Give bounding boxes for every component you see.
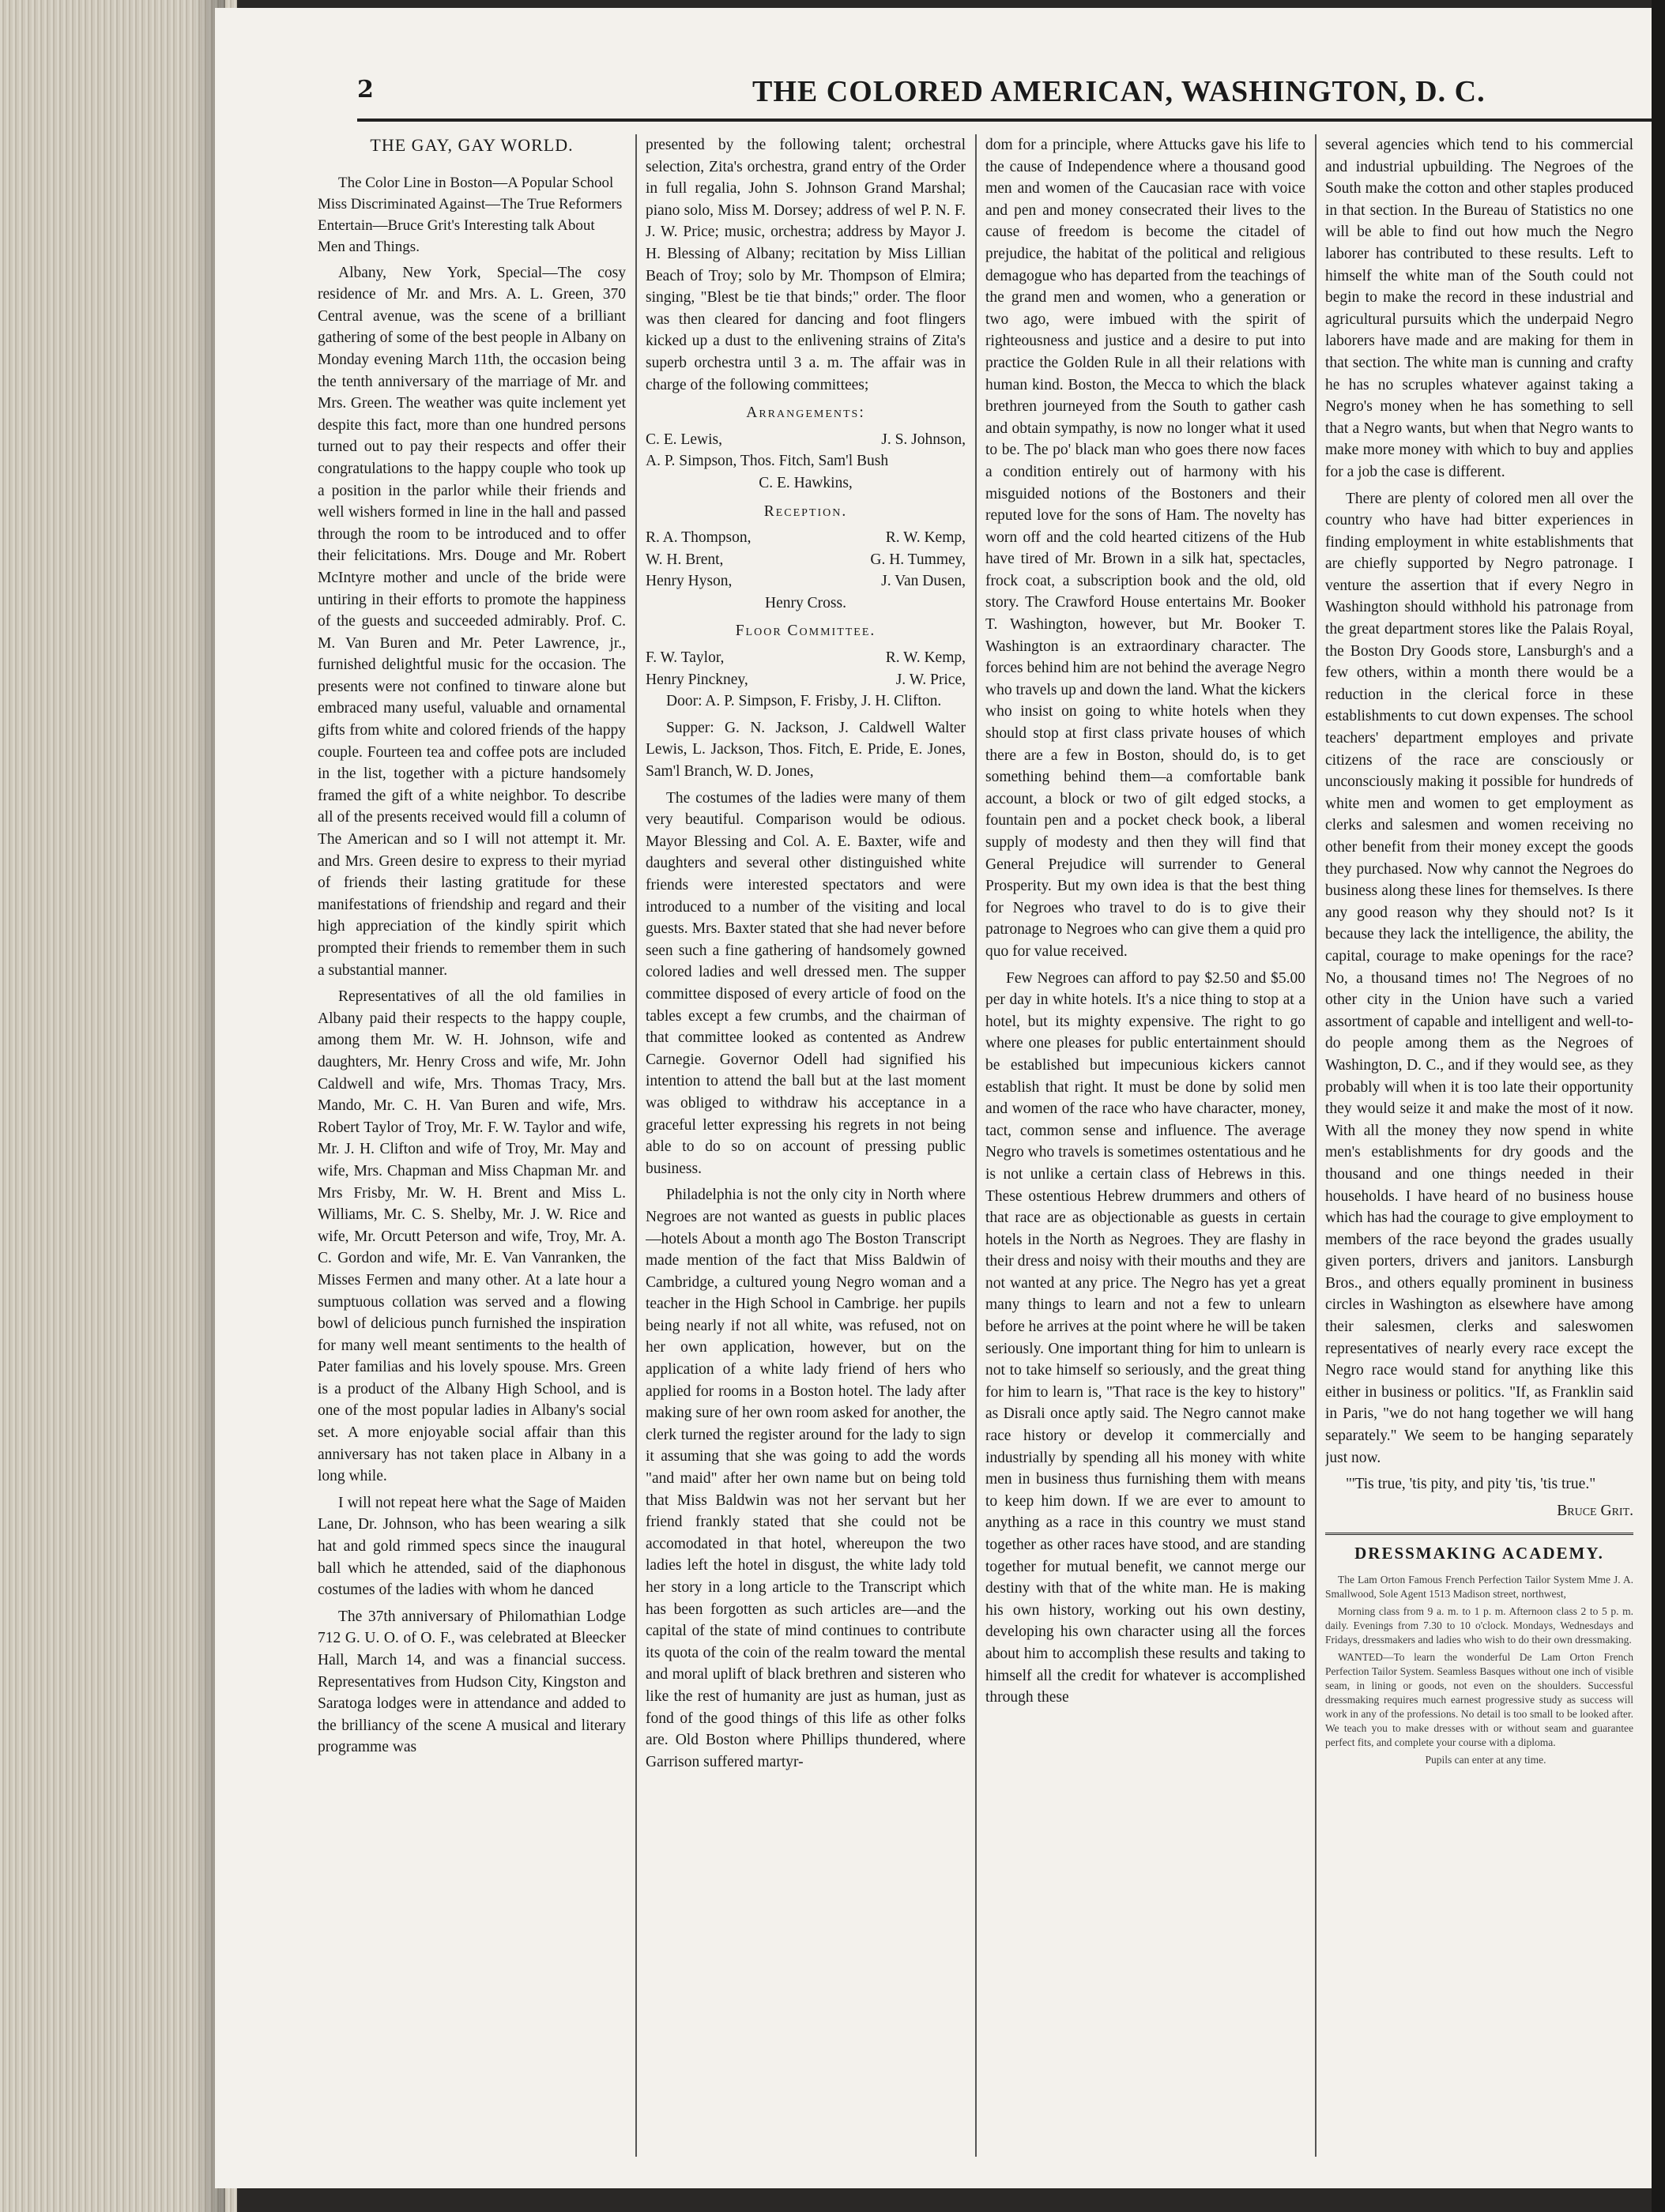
paragraph: Representatives of all the old families in Albany paid their respects to the happy couple, among them Mr. W. H. Johnson, wife and daughters, Mr. Henry Cross and wife, Mr. John Caldwell and wife, Mrs. Thomas Tracy, Mrs. Mando, Mr. C. H. Van Buren and wife, Mrs. Robert Taylor of Troy, Mr. F. W. Taylor and wife, Mr. J. H. Clifton and wife of Troy, Mr. May and wife, Mrs. Chapman and Miss Chapman Mr. and Mrs Frisby, Mr. W. H. Brent and Miss L. Williams, Mr. C. S. Shelby, Mr. J. W. Rice and wife, Mr. Orcutt Peterson and wife, Troy, Mr. A. C. Gordon and wife, Mr. E. Van Vanranken, the Misses Fermen and many other. At a late hour a sumptuous collation was served and a flowing bowl of delicious punch furnished the inspiration for many well meant sentiments to the health of Pater familias and his lovely spouse. Mrs. Green is a product of the Albany High School, and is one of the most popular ladies in Albany's social set. A more enjoyable social affair than this anniversary has not taken place in Albany in a long while. xyxy=(318,988,626,1485)
committee-name: C. E. Lewis, xyxy=(646,431,722,448)
paragraph: Philadelphia is not the only city in North where Negroes are not wanted as guests in public places—hotels About a month ago The Boston Transcript made mention of the fact that Miss Baldwin of Cambridge, a cultured young Negro woman and a teacher in the High School in Cambrige. her pupils being nearly if not all white, was refused, not on her own application, however, but on the application of a white lady friend of hers who applied for rooms in a Boston hotel. The lady after making sure of her own room asked for another, the clerk turned the register around for the lady to sign it assuming that she was going to add the words "and maid" after her own name but on being told that Miss Baldwin was not her servant but her friend frankly stated that she could not be accomodated in that hotel, whereupon the two ladies left the hotel in disgust, the white lady told her story in a long article to the Transcript which has been forgotten as such articles are—and the capital of the state of mind continues to contribute its quota of the coin of the realm toward the mental and moral uplift of black brethren and sisteren who like the rest of humanity are just as human, just as fond of the good things of this life as other folks are. Old Boston where Phillips thundered, where Garrison suffered martyr- xyxy=(646,1187,966,1770)
ad-paragraph: Morning class from 9 a. m. to 1 p. m. Afternoon class 2 to 5 p. m. daily. Evenings from 7.30 to 10 o'clock. Mondays, Wednesdays and Fridays, dressmakers and ladies who wish to do their own dressmaking. xyxy=(1325,1605,1633,1646)
paragraph: The costumes of the ladies were many of them very beautiful. Comparison would be odious. Mayor Blessing and Col. A. E. Baxter, wife and daughters and several other distinguished white friends were interested spectators and were introduced to a number of the visiting and local guests. Mrs. Baxter stated that she had never before seen such a fine gathering of handsomely gowned colored ladies and well dressed men. The supper committee disposed of every article of food on the tables except a few crumbs, and the chairman of that committee looked as contented as Andrew Carnegie. Governor Odell had signified his intention to attend the ball but at the last moment was obliged to withdraw his acceptance in a graceful letter expressing his regrets in not being able to do so on account of pressing public business. xyxy=(646,789,966,1177)
committee-name: Henry Cross. xyxy=(765,594,846,611)
committee-name: C. E. Hawkins, xyxy=(759,474,853,491)
column-4 xyxy=(1325,134,1633,2157)
paragraph: Few Negroes can afford to pay $2.50 and $5.00 per day in white hotels. It's a nice thing to stop at a hotel, but its mighty expensive. The right to go where one pleases for public entertainment should be established but impecunious kickers cannot establish that right. It must be done by solid men and women of the race who have character, money, tact, common sense and influence. The average Negro who travels is sometimes ostentatious and he is not unlike a certain class of Hebrews in this. These ostentious Hebrew drummers and others of that race are as objectionable as guests in certain hotels in the North as Negroes. They are flashy in their dress and noisy with their mouths and they are not wanted at any price. The Negro has yet a great many things to learn and not a few to unlearn before he arrives at the point where he will be taken seriously. One important thing for him to unlearn is not to take himself so seriously, and the great thing for him to learn is, "That race is the key to history" as Disrali once aptly said. The Negro cannot make race history or develop it commercially and industrially by spending all his money with white men in business thus furnishing them with means to keep him down. If we are ever to amount to anything as a race in this country we must stand together as other races have stood, and are standing together for mutual benefit, we cannot merge our destiny with that of the white man. He is making his own history, working out his own destiny, developing his own character using all the forces about him to accomplish these results and taking to himself all the credit for whatever is accomplished through these xyxy=(985,969,1305,1706)
committee-name: F. W. Taylor, xyxy=(646,649,725,667)
article-title: THE GAY, GAY WORLD. xyxy=(370,135,574,155)
paragraph: Albany, New York, Special—The cosy residence of Mr. and Mrs. A. L. Green, 370 Central avenue, was the scene of a brilliant gathering of some of the best people in Albany on Monday evening March 11th, the occasion being the tenth anniversary of the marriage of Mr. and Mrs. Green. The weather was quite inclement yet despite this fact, more than one hundred persons turned out to pay their respects and offer their congratulations to the happy couple who took up a position in the parlor while their friends and well wishers formed in line in the hall and passed through the room to be introduced and to offer their felicitations. Mrs. Douge and Mr. Robert McIntyre mother and uncle of the bride were untiring in their efforts to promote the happiness of the guests and succeeded admirably. Prof. C. M. Van Buren and Mr. Peter Lawrence, jr., furnished delightful music for the occasion. The presents were not confined to tinware alone but embraced many useful, valuable and ornamental gifts from white and colored friends of the happy couple. Fourteen tea and coffee pots are included in the list, together with a picture handsomely framed the gift of a white neighbor. To describe all of the presents received would fill a column of The American and so I will not attempt it. Mr. and Mrs. Green desire to express to their myriad of friends their lasting gratitude for these manifestations of friendship and regard and their high appreciation of the kindly spirit which prompted their friends to remember them in such a substantial manner. xyxy=(318,264,626,979)
committee-heading: Reception. xyxy=(763,502,848,520)
committee-name: W. H. Brent, xyxy=(646,551,724,568)
paragraph: presented by the following talent; orchestral selection, Zita's orchestra, grand entry of the Order in full regalia, John S. Johnson Grand Marshal; piano solo, Miss M. Dorsey; address of wel P. N. F. J. W. Price; music, orchestra; address by Mayor J. H. Blessing of Albany; recitation by Miss Lillian Beach of Troy; solo by Mr. Thompson of Elmira; singing, "Blest be tie that binds;" order. The floor was then cleared for dancing and foot flingers kicked up a dust to the enlivening strains of Zita's superb orchestra until 3 a. m. The affair was in charge of the following committees; xyxy=(646,137,966,393)
committee-heading: Floor Committee. xyxy=(735,623,876,640)
committee-name: Henry Hyson, xyxy=(646,573,733,590)
background-edge xyxy=(1652,0,1665,2212)
committee-name: R. W. Kemp, xyxy=(885,529,966,547)
column-divider xyxy=(635,134,637,2157)
paragraph: Supper: G. N. Jackson, J. Caldwell Walter Lewis, L. Jackson, Thos. Fitch, E. Pride, E. Jones, Sam'l Branch, W. D. Jones, xyxy=(646,719,966,781)
column-3 xyxy=(985,134,1305,2157)
column-2 xyxy=(646,134,966,2157)
committee-name: R. A. Thompson, xyxy=(646,529,752,547)
advertisement xyxy=(1325,1533,1633,1767)
committee-name: R. W. Kemp, xyxy=(885,649,966,667)
ad-paragraph: The Lam Orton Famous French Perfection Tailor System Mme J. A. Smallwood, Sole Agent 1513 Madison street, northwest, xyxy=(1325,1574,1633,1600)
advertisement-body xyxy=(1325,1573,1633,1767)
newspaper-page xyxy=(215,8,1661,2188)
paragraph: dom for a principle, where Attucks gave his life to the cause of Independence where a thousand good men and women of the Caucasian race with voice and pen and money consecrated their lives to the cause of freedom is become the citadel of prejudice, the habitat of the political and religious demagogue who has departed from the teachings of the grand men and women, who a generation or two ago, were imbued with the spirit of righteousness and justice and a desire to put into practice the Golden Rule in all their relations with human kind. Boston, the Mecca to which the black brethren journeyed from the South to gather cash and obtain sympathy, is now no longer what it used to be. The po' black man who goes there now faces a condition entirely out of harmony with his misguided notions of the Bostoners and their reputed love for the sons of Ham. The novelty has worn off and the cold hearted citizens of the Hub have tired of Mr. Brown in a silk hat, spectacles, frock coat, a subscription book and the old, old story. The Crawford House entertains Mr. Booker T. Washington, however, but Mr. Booker T. Washington is an extraordinary character. The forces behind him are not behind the average Negro who travels up and down the land. What the kickers who insist on going to white hotels when they should stop at first class private houses of which there are a few in Boston, should do, is to get something behind them—a comfortable bank account, a block or two of gilt edged stocks, a fountain pen and a pocket check book, a liberal supply of modesty and then they will find that General Prejudice will surrender to General Prosperity. But my own idea is that the best thing for Negroes who travel to do is to give their patronage to Negroes who can give them a quid pro quo for value received. xyxy=(985,137,1305,960)
paragraph: There are plenty of colored men all over the country who have had bitter experiences in finding employment in white establishments that are chiefly supported by Negro patronage. I venture the assertion that if every Negro in Washington should withhold his patronage from the great department stores like the Palais Royal, the Boston Dry Goods store, Lansburgh's and a few others, within a month there would be a reduction in the clerical force in these establishments to cut down expenses. The school teachers' department employes and private citizens of the race are consciously or unconsciously making it possible for hundreds of white men and women to get employment as clerks and salesmen and women receiving no other benefit from their money except the goods they purchased. Now why cannot the Negroes do business along these lines for themselves. Is there any good reason why they should not? Is it because they lack the intelligence, the ability, the capital, courage to make openings for the race? No, a thousand times no! The Negroes of no other city in the Union have such a varied assortment of capable and intelligent and well-to-do people among them as the Negroes of Washington, D. C., and if they would see, as they probably will when it is too late their opportunity they would seize it and make the most of it now. With all the money they now spend in white men's establishments for dry goods and the thousand and one things needed in their households. I have heard of no business house which has had the courage to give employment to members of the race beyond the grades usually given porters, drivers and janitors. Lansburgh Bros., and others equally prominent in business circles in Washington as elsewhere have among their salesmen, clerks and saleswomen representatives of nearly every race except the Negro race would stand for anything like this either in business or politics. "If, as Franklin said in Paris, "we do not hang together we will hang separately." We seem to be hanging separately just now. xyxy=(1325,490,1633,1466)
committee-name: J. S. Johnson, xyxy=(881,431,966,448)
committee-name: J. W. Price, xyxy=(895,671,966,688)
committee-name: A. P. Simpson, Thos. Fitch, Sam'l Bush xyxy=(646,453,889,470)
committee-list xyxy=(646,647,966,690)
committee-name: J. Van Dusen, xyxy=(881,573,966,590)
ad-paragraph: WANTED—To learn the wonderful De Lam Orton French Perfection Tailor System. Seamless Basques without one inch of visible seam, in lining or goods, not even on the shoulders. Successful dressmaking requires much earnest progressive study as success will work in any of the professions. No detail is too small to be looked after. We teach you to make dresses with or without seam and guarantee perfect fits, and complete your course with a diploma. xyxy=(1325,1651,1633,1748)
column-1 xyxy=(318,134,626,2157)
column-divider xyxy=(975,134,977,2157)
page-number: 2 xyxy=(357,76,374,103)
paragraph: I will not repeat here what the Sage of Maiden Lane, Dr. Johnson, who has been wearing a silk hat and gold rimmed specs since the inaugural ball which he attended, said of the diaphonous costumes of the ladies with whom he danced xyxy=(318,1494,626,1599)
author-signature: Bruce Grit. xyxy=(1557,1502,1633,1519)
column-divider xyxy=(1315,134,1317,2157)
masthead: THE COLORED AMERICAN, WASHINGTON, D. C. xyxy=(752,75,1486,108)
committee-name: Henry Pinckney, xyxy=(646,671,748,688)
committee-list xyxy=(646,429,966,495)
committee-name: G. H. Tummey, xyxy=(870,551,966,568)
advertisement-heading: DRESSMAKING ACADEMY. xyxy=(1354,1544,1604,1563)
article-subhead: The Color Line in Boston—A Popular School Miss Discriminated Against—The True Reformers Entertain—Bruce Grit's Interesting talk About Men and Things. xyxy=(318,174,623,255)
paragraph: several agencies which tend to his commercial and industrial upbuilding. The Negroes of the South make the cotton and other staples produced in that section. In the Bureau of Statistics no one will be able to find out how much the Negro laborer has contributed to these results. Left to himself the white man of the South could not begin to make the record in these industrial and agricultural pursuits which the underpaid Negro laborers have made and are making for them in that section. The white man is cunning and crafty he has no scruples whatever against taking a Negro's money when he has something to sell that a Negro wants, but when that Negro wants to make more money with which to buy and applies for a job the case is different. xyxy=(1325,137,1633,480)
page-header xyxy=(215,55,1661,142)
committee-heading: Arrangements: xyxy=(746,404,865,422)
header-rule xyxy=(357,118,1653,122)
committee-list xyxy=(646,527,966,614)
quotation: "'Tis true, 'tis pity, and pity 'tis, 'tis true." xyxy=(1346,1476,1596,1493)
ad-paragraph: Pupils can enter at any time. xyxy=(1425,1754,1546,1766)
paragraph: The 37th anniversary of Philomathian Lodge 712 G. U. O. of O. F., was celebrated at Bleecker Hall, March 14, and was a financial success. Representatives from Hudson City, Kingston and Saratoga lodges were in attendance and added to the brilliancy of the scene A musical and literary programme was xyxy=(318,1608,626,1756)
paragraph: Door: A. P. Simpson, F. Frisby, J. H. Clifton. xyxy=(666,693,942,710)
